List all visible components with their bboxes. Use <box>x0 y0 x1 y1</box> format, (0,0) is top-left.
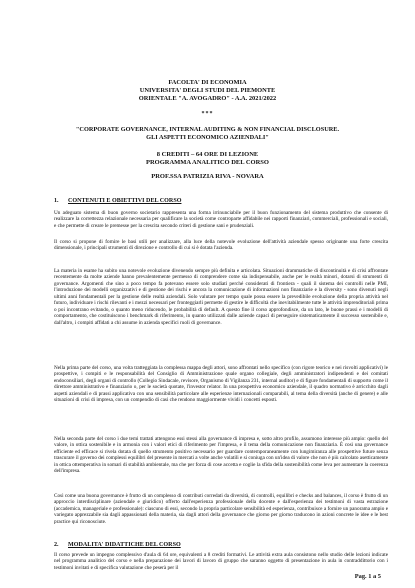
section-1-paragraph: Il corso si propone di fornire le basi utili per analizzare, alla luce della notevole evoluzione dell'attività aziendale spesso originante una forte crescita dimensionale, i principali strumenti di direzione e controllo di cui si è dotata l'azienda. <box>54 239 388 252</box>
credits-hours: 8 CREDITI – 64 ORE DI LEZIONE <box>156 151 259 158</box>
university-name: UNIVERSITA' DEGLI STUDI DEL PIEMONTE <box>139 87 276 94</box>
course-title-line-2: GLI ASPETTI ECONOMICO AZIENDALI" <box>146 134 269 141</box>
section-2-number: 2. <box>54 542 59 548</box>
section-1-paragraph: Nella seconda parte del corso i due temi trattati attengono essi stessi alla governance di impresa e, sotto altro profilo, assumono interesse più ampio: quello del valore, in ottica sostenibile e in armonia con i valori etici di riferimento per l'impresa, e il tema della comunicazione non finanziaria. È così una governance efficiente ed efficace si rivela dotata di quello strumento positivo necessario per guardare contemporaneamente con lungimiranza alle prospettive future senza trascurare il governo dei complessi equilibri del presente in mercati a volte anche volatili e si coniuga con un'idea di valore che non è più calcolato asetticamente in ottica ottemperativa in somari di stabilità ambientale, ma che per forza di cose accetta e coglie la sfida della sostenibilità come leva per aumentare la coerenza dell'impresa. <box>54 436 388 475</box>
section-1-paragraph: Nella prima parte del corso, una volta tratteggiata la complessa mappa degli attori, sono affrontati nello specifico (con rigore teorico e nei risvolti applicativi) le prospettive, i compiti e le responsabilità del Consiglio di Amministrazione quale organo collegiale, degli amministratori indipendenti e dei comitati endoconsiliari, degli organi di controllo (Collegio Sindacale, revisore, Organismo di Vigilanza 231, internal auditor) e di figure fondamentali di supporto come il direttore amministrativo e finanziario o, per le società quotate, l'investor relator. In una prospettiva economico aziendale, il quadro normativo è arricchito dagli aspetti aziendali e di prassi applicativa con una sensibilità particolare alle esperienze internazionali comparabili, al tema della diversità (anche di genere) e alle situazioni di crisi di impresa, con un compendio di casi che rendono maggiormente vividi i concetti esposti. <box>54 365 388 404</box>
section-2-title: MODALITA' DIDATTICHE DEL CORSO <box>68 542 181 548</box>
course-title <box>20 126 395 142</box>
university-location-year: ORIENTALE "A. AVOGADRO" - A.A. 2021/2022 <box>138 95 277 102</box>
faculty-name: FACOLTA' DI ECONOMIA <box>168 79 247 86</box>
section-1-heading <box>54 198 181 204</box>
section-1-title: CONTENUTI E OBIETTIVI DEL CORSO <box>68 198 182 204</box>
section-1-paragraph: La materia in esame ha subito una notevole evoluzione divenendo sempre più definita e articolata. Situazioni drammatiche di discontinuità e di crisi affrontate recentemente da molte aziende hanno prevalentemente permesso di comprendere come sia indispensabile, anche per le realtà minori, dotarsi di strumenti di governance. Argomenti che sino a poco tempo fa potevano essere solo studiati perché considerati di frontiera - quali il sistema dei controlli nelle PMI, l'introduzione dei modelli organizzativi e di gestione dei rischi e ancora la comunicazione di informazioni non finanziarie e la diversity - sono divenuti negli ultimi anni fondamentali per la gestione delle realtà aziendali. Solo valutare per tempo quale possa essere la prevedibile evoluzione della propria attività nel futuro, individuare i rischi rilevanti e i mezzi necessari per fronteggiarli permette di gestire le difficoltà che inevitabilmente tutte le attività imprenditoriali prima o poi incontrano evitando, o quanto meno riducendo, le probabilità di default. A questo fine il corso approfondisce, da un lato, le buone prassi e i modelli di comportamento, che costituiscono i benchmark di riferimento, in quanto utilizzati dalle aziende capaci di perseguire sistematicamente il successo sostenibile e, dall'altro, i compiti affidati a chi assume in azienda specifici ruoli di governance. <box>54 268 388 326</box>
institution-header <box>0 79 415 103</box>
section-2-heading <box>54 542 181 548</box>
section-2-paragraph: Il corso prevede un impegno complessivo d'aula di 64 ore, equivalenti a 8 crediti formativi. Le attività extra aula consistono nello studio delle lezioni indicate nel programma analitico del corso e nella preparazione dei lavori di lavoro di gruppo che saranno oggetto di presentazione in aula in contraddittorio con i testimoni invitati e di specifica valutazione che peserà per il <box>54 552 388 571</box>
course-credits <box>0 151 415 167</box>
separator: *** <box>201 111 214 117</box>
professor-name: PROF.SSA PATRIZIA RIVA - NOVARA <box>151 173 264 180</box>
section-1-paragraph: Un adeguato sistema di buon governo societario rappresenta una forma irrinunciabile per il buon funzionamento del sistema produttivo che consente di realizzare la correttezza relazionale necessaria per qualificare la società come controparte affidabile nei rapporti finanziari, commerciali, professionali e sociali, e che permette di creare le premesse per la crescita secondo criteri di gestione sani e prudenziali. <box>54 210 388 229</box>
section-1-paragraph: Così come una buona governance è frutto di un complesso di contributi corredati da diversità, di controlli, equilibri e checks and balances, il corso è frutto di un approccio interdisciplinare (aziendale e giuridico) offerto dall'esperienza professionale della docente e dall'esperienza dei testimoni di vasta estrazione (accademica, manageriale e professionale): ciascuno di essi, secondo la propria particolare sensibilità ed esperienza, contribuisce a fornire un panorama ampio e variegato apprezzabile sia dagli appassionati della materia, sia dagli attori della governance che giorno per giorno traducono in azioni concrete le idee e le best practice qui riconosciute. <box>54 493 388 525</box>
page-number: Pag. 1 a 5 <box>354 573 381 580</box>
course-title-line-1: "CORPORATE GOVERNANCE, INTERNAL AUDITING & NON FINANCIAL DISCLOSURE. <box>75 126 340 133</box>
section-1-number: 1. <box>54 198 59 204</box>
program-heading: PROGRAMMA ANALITICO DEL CORSO <box>146 159 269 166</box>
